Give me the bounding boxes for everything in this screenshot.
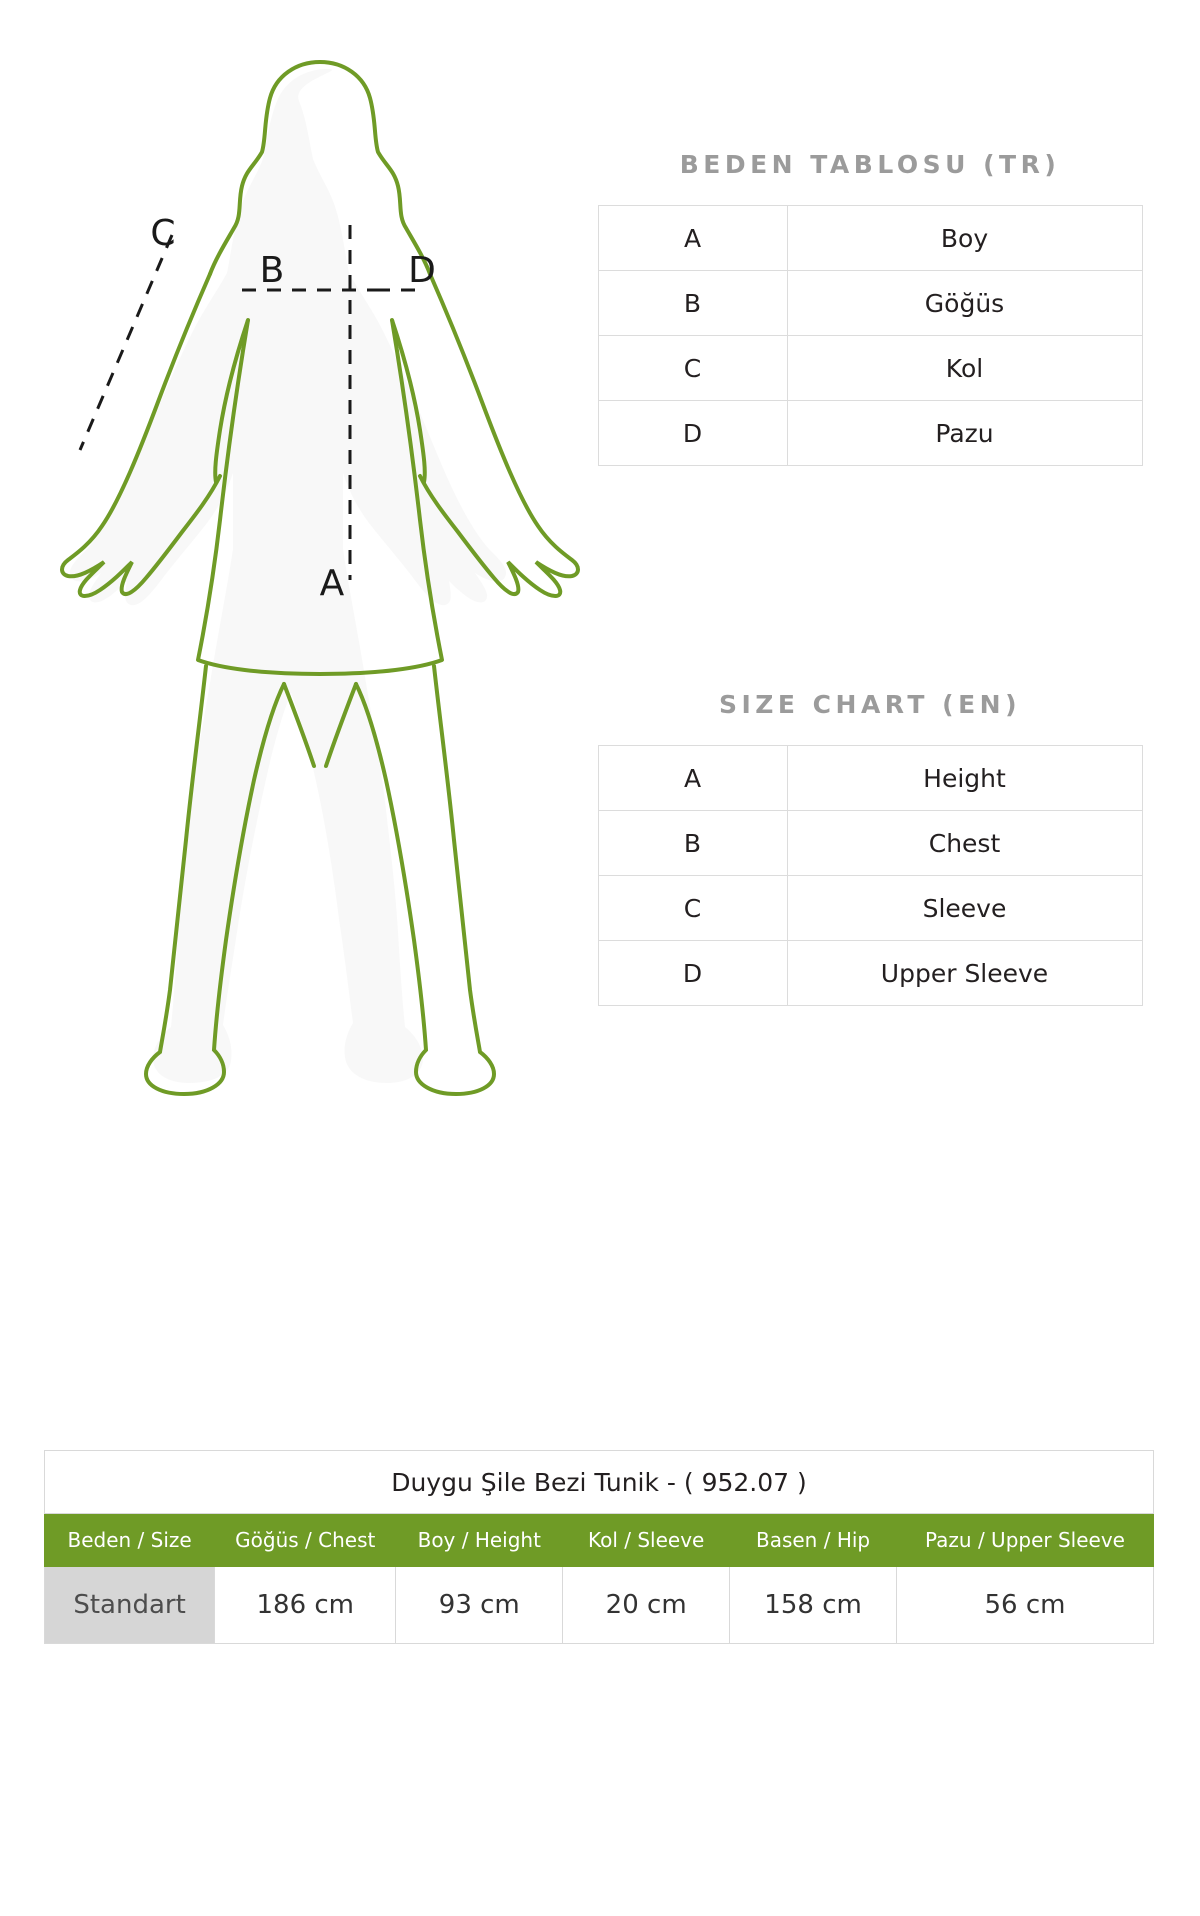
legend-en-key-b: B (598, 811, 787, 876)
size-chart-table (44, 1450, 1154, 1644)
table-row (598, 876, 1142, 941)
cell-hip: 158 cm (730, 1567, 897, 1644)
legend-en-key-d: D (598, 941, 787, 1006)
header-upper-sleeve: Pazu / Upper Sleeve (897, 1514, 1154, 1567)
cell-upper-sleeve: 56 cm (897, 1567, 1154, 1644)
table-row (598, 336, 1142, 401)
legend-tr-value-d: Pazu (787, 401, 1142, 466)
header-chest: Göğüs / Chest (215, 1514, 396, 1567)
legend-tr-value-c: Kol (787, 336, 1142, 401)
table-row (45, 1567, 1154, 1644)
legend-en-block (590, 690, 1150, 1006)
figure-shadow (70, 69, 506, 1083)
table-row (598, 206, 1142, 271)
size-table-wrapper (44, 1450, 1154, 1644)
cell-chest: 186 cm (215, 1567, 396, 1644)
legend-tr-key-b: B (598, 271, 787, 336)
legend-en-value-a: Height (787, 746, 1142, 811)
legend-en-value-d: Upper Sleeve (787, 941, 1142, 1006)
legend-tr-key-a: A (598, 206, 787, 271)
legend-en-table (598, 745, 1143, 1006)
legend-tr-value-a: Boy (787, 206, 1142, 271)
header-hip: Basen / Hip (730, 1514, 897, 1567)
header-sleeve: Kol / Sleeve (563, 1514, 730, 1567)
legend-en-title: SIZE CHART (EN) (718, 690, 1022, 719)
legend-tr-key-d: D (598, 401, 787, 466)
table-row (598, 811, 1142, 876)
table-row (598, 401, 1142, 466)
cell-sleeve: 20 cm (563, 1567, 730, 1644)
legend-tr-value-b: Göğüs (787, 271, 1142, 336)
legend-en-value-c: Sleeve (787, 876, 1142, 941)
product-title: Duygu Şile Bezi Tunik - ( 952.07 ) (45, 1451, 1154, 1514)
legend-tr-table (598, 205, 1143, 466)
header-height: Boy / Height (396, 1514, 563, 1567)
body-outline-diagram (20, 20, 620, 1320)
legend-en-key-c: C (598, 876, 787, 941)
size-table-header-row (45, 1514, 1154, 1567)
table-row (598, 941, 1142, 1006)
table-row (598, 271, 1142, 336)
legend-tr-key-c: C (598, 336, 787, 401)
label-d: D (408, 250, 436, 291)
table-row (598, 746, 1142, 811)
legend-en-value-b: Chest (787, 811, 1142, 876)
legend-tr-block (590, 150, 1150, 466)
label-b: B (259, 250, 285, 291)
label-a: A (319, 563, 345, 604)
cell-size: Standart (45, 1567, 215, 1644)
cell-height: 93 cm (396, 1567, 563, 1644)
header-size: Beden / Size (45, 1514, 215, 1567)
measurement-figure-panel (20, 20, 620, 1320)
label-c: C (150, 213, 176, 254)
product-title-row (45, 1451, 1154, 1514)
legend-en-key-a: A (598, 746, 787, 811)
legend-tr-title: BEDEN TABLOSU (TR) (679, 150, 1061, 179)
